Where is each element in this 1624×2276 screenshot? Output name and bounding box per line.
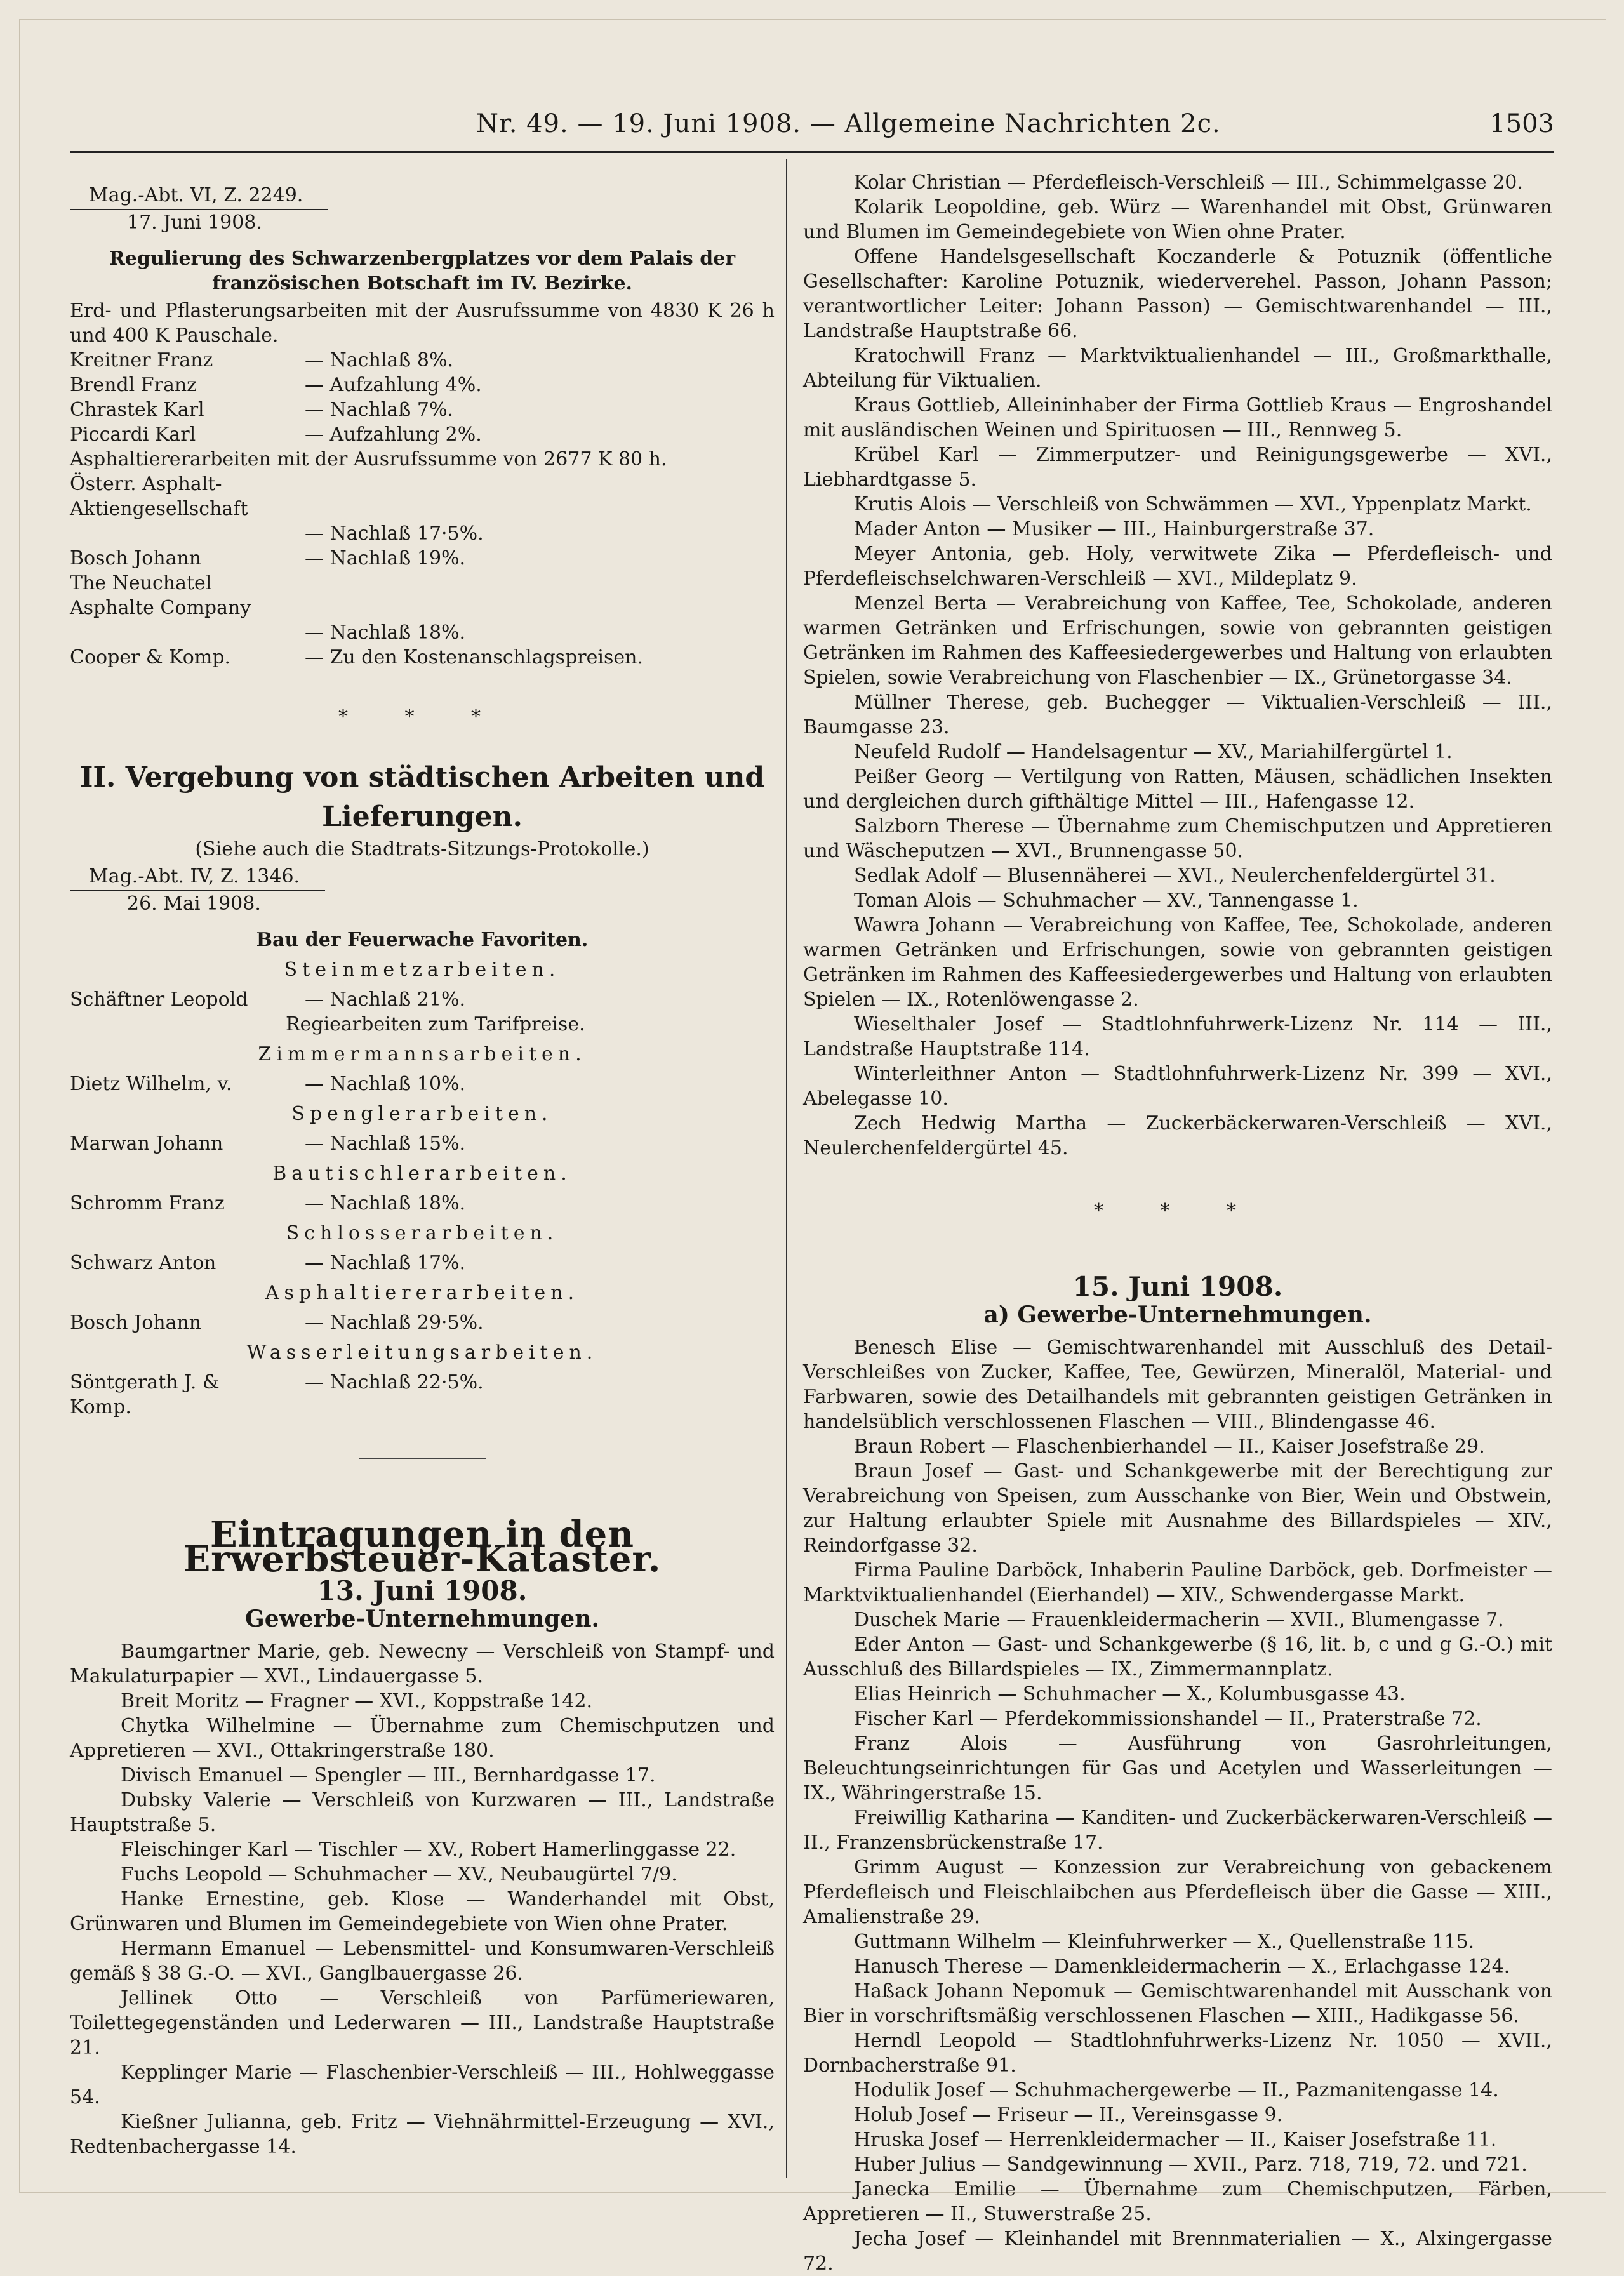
register-entry: Fleischinger Karl — Tischler — XV., Robert Hamerlinggasse 22. <box>121 1839 736 1861</box>
register-date: 13. Juni 1908. <box>317 1575 528 1606</box>
register-entry: Kraus Gottlieb, Alleininhaber der Firma Gottlieb Kraus — Engroshandel mit ausländischen Weinen und Spirituosen — III., Rennweg 5. <box>803 394 1552 441</box>
bidder-name: Piccardi Karl <box>70 423 196 446</box>
bidder-name: Österr. Asphalt-Aktiengesellschaft <box>70 473 248 520</box>
register-entry: Wieselthaler Josef — Stadtlohnfuhrwerk-Lizenz Nr. 114 — III., Landstraße Hauptstraße 114. <box>803 1013 1552 1060</box>
register-entry: Kießner Julianna, geb. Fritz — Viehnährmittel-Erzeugung — XVI., Redtenbachergasse 14. <box>70 2111 775 2158</box>
bid-row <box>70 1072 775 1096</box>
ref-line <box>70 170 775 210</box>
bid-row <box>70 521 775 546</box>
register-entries <box>70 1639 775 2159</box>
bid-value: — Aufzahlung 4%. <box>305 374 482 396</box>
bid-row <box>70 571 775 620</box>
register-entry: Neufeld Rudolf — Handelsagentur — XV., Mariahilfergürtel 1. <box>854 741 1453 763</box>
bid-value: — Nachlaß 18%. <box>305 622 466 644</box>
bid-row <box>70 373 775 397</box>
register-entry: Hermann Emanuel — Lebensmittel- und Konsumwaren-Verschleiß gemäß § 38 G.-O. — XVI., Ganglbauergasse 26. <box>70 1938 775 1985</box>
register-entry: Zech Hedwig Martha — Zuckerbäckerwaren-Verschleiß — XVI., Neulerchenfeldergürtel 45. <box>803 1112 1552 1159</box>
page-header <box>70 109 1554 147</box>
right-column <box>803 170 1552 2276</box>
bidder-name: Schwarz Anton <box>70 1252 216 1274</box>
register-entry: Kepplinger Marie — Flaschenbier-Verschleiß — III., Hohlweggasse 54. <box>70 2061 775 2108</box>
trade-title: Zimmermannsarbeiten. <box>258 1043 587 1065</box>
bid-value: — Nachlaß 17%. <box>305 1252 466 1274</box>
register-entry: Winterleithner Anton — Stadtlohnfuhrwerk-Lizenz Nr. 399 — XVI., Abelegasse 10. <box>803 1063 1552 1110</box>
bidder-name: Cooper & Komp. <box>70 646 231 669</box>
register-entry: Duschek Marie — Frauenkleidermacherin — XVII., Blumengasse 7. <box>854 1609 1504 1631</box>
bid-value: — Nachlaß 18%. <box>305 1192 466 1215</box>
register-entry: Hruska Josef — Herrenkleidermacher — II., Kaiser Josefstraße 11. <box>854 2129 1497 2151</box>
register-entry: Jecha Josef — Kleinhandel mit Brennmaterialien — X., Alxingergasse 72. <box>803 2228 1552 2275</box>
bid-value: — Nachlaß 29·5%. <box>305 1312 484 1334</box>
register-entry: Eder Anton — Gast- und Schankgewerbe (§ 16, lit. b, c und g G.-O.) mit Ausschluß des Billardspieles — IX., Zimmermannplatz. <box>803 1634 1552 1680</box>
bid-row <box>70 1191 775 1216</box>
bid-remark: Regiearbeiten zum Tarifpreise. <box>286 1013 585 1035</box>
register-entry: Hanusch Therese — Damenkleidermacherin — X., Erlachgasse 124. <box>854 1955 1510 1978</box>
bid-row <box>70 1310 775 1335</box>
register-entry: Divisch Emanuel — Spengler — III., Bernhardgasse 17. <box>121 1764 656 1787</box>
register-entry: Freiwillig Katharina — Kanditen- und Zuckerbäckerwaren-Verschleiß — II., Franzensbrückenstraße 17. <box>803 1807 1552 1854</box>
bid-value: — Zu den Kostenanschlagspreisen. <box>305 646 643 669</box>
register-entry: Holub Josef — Friseur — II., Vereinsgasse 9. <box>854 2104 1283 2126</box>
register-entry: Benesch Elise — Gemischtwarenhandel mit Ausschluß des Detail-Verschleißes von Zucker, Kaffee, Tee, Gewürzen, Mineralöl, Material- und Farbwaren, sowie des Detailhandels mit gebrannten geistigen Getränken in handelsüblich verschlossenen Flaschen — VIII., Blindengasse 46. <box>803 1336 1552 1433</box>
register-entry: Hanke Ernestine, geb. Klose — Wanderhandel mit Obst, Grünwaren und Blumen im Gemeindegebiete von Wien ohne Prater. <box>70 1888 775 1935</box>
register-entry: Müllner Therese, geb. Buchegger — Viktualien-Verschleiß — III., Baumgasse 23. <box>803 691 1552 738</box>
register-entry: Toman Alois — Schuhmacher — XV., Tannengasse 1. <box>854 889 1359 912</box>
left-column <box>70 170 775 2159</box>
register-entry: Haßack Johann Nepomuk — Gemischtwarenhandel mit Ausschank von Bier in vorschriftsmäßig verschlossenen Flaschen — XIII., Hadikgasse 56. <box>803 1980 1552 2027</box>
section-title: II. Vergebung von städtischen Arbeiten und Lieferungen. <box>79 761 765 833</box>
register-entry: Franz Alois — Ausführung von Gasrohrleitungen, Beleuchtungseinrichtungen für Gas und Acetylen und Wasserleitungen — IX., Währingerstraße 15. <box>803 1733 1552 1804</box>
register-entry: Sedlak Adolf — Blusennäherei — XVI., Neulerchenfeldergürtel 31. <box>854 865 1496 887</box>
trade-title: Schlosserarbeiten. <box>286 1222 559 1244</box>
bid-list-2 <box>70 472 775 670</box>
register-title: Eintragungen in den Erwerbsteuer-Kataster. <box>183 1514 662 1580</box>
register-entry: Grimm August — Konzession zur Verabreichung von gebackenem Pferdefleisch und Fleischlaibchen aus Pferdefleisch über die Gasse — XIII., Amalienstraße 29. <box>803 1856 1552 1928</box>
register-entry: Janecka Emilie — Übernahme zum Chemischputzen, Färben, Appretieren — II., Stuwerstraße 25. <box>803 2178 1552 2225</box>
column-divider <box>786 159 787 2178</box>
bid-row <box>70 397 775 422</box>
register-entry: Fischer Karl — Pferdekommissionshandel — II., Praterstraße 72. <box>854 1708 1482 1730</box>
bidder-name: Schromm Franz <box>70 1192 225 1215</box>
trade-title: Wasserleitungsarbeiten. <box>246 1341 598 1364</box>
register-date-2: 15. Juni 1908. <box>1072 1271 1283 1302</box>
project-heading-2: Bau der Feuerwache Favoriten. <box>256 929 589 951</box>
divider-rule <box>359 1458 486 1459</box>
register-entry: Salzborn Therese — Übernahme zum Chemischputzen und Appretieren und Wäscheputzen — XVI., Brunnengasse 50. <box>803 815 1552 862</box>
register-entry: Wawra Johann — Verabreichung von Kaffee, Tee, Schokolade, anderen warmen Getränken und Erfrischungen, sowie von gebrannten geistigen Getränken im Rahmen des Kaffeesiedergewerbes und Haltung von erlaubten Spielen — IX., Rotenlöwengasse 2. <box>803 914 1552 1011</box>
register-entry: Firma Pauline Darböck, Inhaberin Pauline Darböck, geb. Dorfmeister — Marktviktualienhandel (Eierhandel) — XIV., Schwendergasse Markt. <box>803 1559 1552 1606</box>
header-rule <box>70 151 1554 153</box>
bid-row <box>70 348 775 373</box>
register-entry: Baumgartner Marie, geb. Newecny — Verschleiß von Stampf- und Makulaturpapier — XVI., Lindauergasse 5. <box>70 1640 775 1687</box>
register-entry: Braun Robert — Flaschenbierhandel — II., Kaiser Josefstraße 29. <box>854 1435 1485 1458</box>
bidder-name: The Neuchatel Asphalte Company <box>70 572 251 619</box>
ref-date: 17. Juni 1908. <box>127 211 262 234</box>
bidder-name <box>70 620 286 645</box>
ref-line-2 <box>70 862 775 891</box>
page-number: 1503 <box>1489 109 1554 138</box>
bid-row <box>70 1251 775 1275</box>
bidder-name: Brendl Franz <box>70 374 197 396</box>
register-entry: Kratochwill Franz — Marktviktualienhandel — III., Großmarkthalle, Abteilung für Viktualien. <box>803 345 1552 392</box>
register-subtitle: Gewerbe-Unternehmungen. <box>244 1606 600 1632</box>
register-entry: Fuchs Leopold — Schuhmacher — XV., Neubaugürtel 7/9. <box>121 1863 677 1886</box>
register-entries-2 <box>803 1335 1552 2276</box>
register-entry: Jellinek Otto — Verschleiß von Parfümeriewaren, Toilettegegenständen und Lederwaren — III., Landstraße Hauptstraße 21. <box>70 1987 775 2059</box>
tender-intro: Erd- und Pflasterungsarbeiten mit der Ausrufssumme von 4830 K 26 h und 400 K Pauschale. <box>70 300 775 347</box>
ref-date-2: 26. Mai 1908. <box>127 893 261 915</box>
section-note: (Siehe auch die Stadtrats-Sitzungs-Protokolle.) <box>195 838 649 860</box>
bidder-name: Bosch Johann <box>70 547 202 569</box>
bidder-name <box>70 521 286 546</box>
register-entry: Breit Moritz — Fragner — XVI., Koppstraße 142. <box>121 1690 593 1712</box>
bid-row <box>70 987 775 1012</box>
register-entry: Chytka Wilhelmine — Übernahme zum Chemischputzen und Appretieren — XVI., Ottakringerstraße 180. <box>70 1715 775 1762</box>
bid-value <box>286 571 305 620</box>
register-subtitle-2: a) Gewerbe-Unternehmungen. <box>983 1301 1372 1328</box>
register-entry: Offene Handelsgesellschaft Koczanderle & Potuznik (öffentliche Gesellschafter: Karoline Potuznik, wiederverehel. Passon, Johann Passon; verantwortlicher Leiter: Johann Passon) — Gemischtwarenhandel — III., Landstraße Hauptstraße 66. <box>803 246 1552 342</box>
bid-list <box>70 348 775 447</box>
bid-row <box>70 422 775 447</box>
bid-row <box>70 1370 775 1420</box>
bidder-name: Chrastek Karl <box>70 399 204 421</box>
bid-row <box>70 1131 775 1156</box>
bid-value: — Nachlaß 8%. <box>305 349 453 371</box>
bidder-name: Schäftner Leopold <box>70 988 248 1011</box>
bid-row <box>70 546 775 571</box>
project-heading: Regulierung des Schwarzenbergplatzes vor dem Palais der französischen Botschaft im IV. Bezirke. <box>109 248 736 295</box>
separator-stars-2: * * * <box>1093 1200 1262 1222</box>
trade-title: Asphaltiererarbeiten. <box>265 1282 580 1304</box>
trade-title: Bautischlerarbeiten. <box>272 1162 572 1185</box>
bid-value: — Nachlaß 17·5%. <box>305 522 484 545</box>
register-entry: Mader Anton — Musiker — III., Hainburgerstraße 37. <box>854 518 1374 540</box>
register-entry: Krübel Karl — Zimmerputzer- und Reinigungsgewerbe — XVI., Liebhardtgasse 5. <box>803 444 1552 491</box>
register-entry: Peißer Georg — Vertilgung von Ratten, Mäusen, schädlichen Insekten und dergleichen durch gifthältige Mittel — III., Hafengasse 12. <box>803 766 1552 813</box>
register-entry: Menzel Berta — Verabreichung von Kaffee, Tee, Schokolade, anderen warmen Getränken und Erfrischungen, sowie von gebrannten geistigen Getränken im Rahmen des Kaffeesiedergewerbes und Haltung von erlaubten Spielen, sowie Verabreichung von Flaschenbier — IX., Grünetorgasse 34. <box>803 592 1552 689</box>
bid-value: — Nachlaß 7%. <box>305 399 453 421</box>
bidder-name: Söntgerath J. & Komp. <box>70 1371 220 1418</box>
register-entry: Guttmann Wilhelm — Kleinfuhrwerker — X., Quellenstraße 115. <box>854 1931 1475 1953</box>
bid-row <box>70 645 775 670</box>
bid-value: — Aufzahlung 2%. <box>305 423 482 446</box>
ref-number: Mag.-Abt. VI, Z. 2249. <box>70 183 328 210</box>
bid-value: — Nachlaß 21%. <box>305 988 466 1011</box>
separator-stars: * * * <box>338 706 507 728</box>
bid-value: — Nachlaß 22·5%. <box>305 1371 484 1394</box>
register-entry: Meyer Antonia, geb. Holy, verwitwete Zika — Pferdefleisch- und Pferdefleischselchwaren-Verschleiß — XVI., Mildeplatz 9. <box>803 543 1552 590</box>
bid-value: — Nachlaß 19%. <box>305 547 466 569</box>
bid-row <box>70 620 775 645</box>
bidder-name: Dietz Wilhelm, v. <box>70 1073 232 1095</box>
bid-row <box>70 472 775 521</box>
bidder-name: Marwan Johann <box>70 1133 223 1155</box>
trade-title: Steinmetzarbeiten. <box>284 959 561 981</box>
register-entry: Kolar Christian — Pferdefleisch-Verschleiß — III., Schimmelgasse 20. <box>854 171 1523 194</box>
register-entries-continued <box>803 170 1552 1161</box>
bid-value: — Nachlaß 10%. <box>305 1073 466 1095</box>
bidder-name: Kreitner Franz <box>70 349 213 371</box>
register-entry: Huber Julius — Sandgewinnung — XVII., Parz. 718, 719, 72. und 721. <box>854 2153 1527 2176</box>
register-entry: Elias Heinrich — Schuhmacher — X., Kolumbusgasse 43. <box>854 1683 1406 1705</box>
header-title: Nr. 49. — 19. Juni 1908. — Allgemeine Nachrichten 2c. <box>476 109 1221 138</box>
ref-number-2: Mag.-Abt. IV, Z. 1346. <box>70 864 325 891</box>
register-entry: Braun Josef — Gast- und Schankgewerbe mit der Berechtigung zur Verabreichung von Speisen, zum Ausschanke von Bier, Wein und Obstwein, zur Haltung erlaubter Spiele mit Ausnahme des Billardspieles — XIV., Reindorfgasse 32. <box>803 1460 1552 1557</box>
register-entry: Dubsky Valerie — Verschleiß von Kurzwaren — III., Landstraße Hauptstraße 5. <box>70 1789 775 1836</box>
bid-value: — Nachlaß 15%. <box>305 1133 466 1155</box>
bidder-name: Bosch Johann <box>70 1312 202 1334</box>
register-entry: Kolarik Leopoldine, geb. Würz — Warenhandel mit Obst, Grünwaren und Blumen im Gemeindegebiete von Wien ohne Prater. <box>803 196 1552 243</box>
register-entry: Herndl Leopold — Stadtlohnfuhrwerks-Lizenz Nr. 1050 — XVII., Dornbacherstraße 91. <box>803 2030 1552 2077</box>
trade-title: Spenglerarbeiten. <box>291 1103 553 1125</box>
tender-intro-2: Asphaltiererarbeiten mit der Ausrufssumme von 2677 K 80 h. <box>70 448 667 470</box>
trade-list <box>70 957 775 1420</box>
register-entry: Hodulik Josef — Schuhmachergewerbe — II., Pazmanitengasse 14. <box>854 2079 1499 2101</box>
bid-value <box>286 472 305 521</box>
register-entry: Krutis Alois — Verschleiß von Schwämmen — XVI., Yppenplatz Markt. <box>854 493 1532 516</box>
